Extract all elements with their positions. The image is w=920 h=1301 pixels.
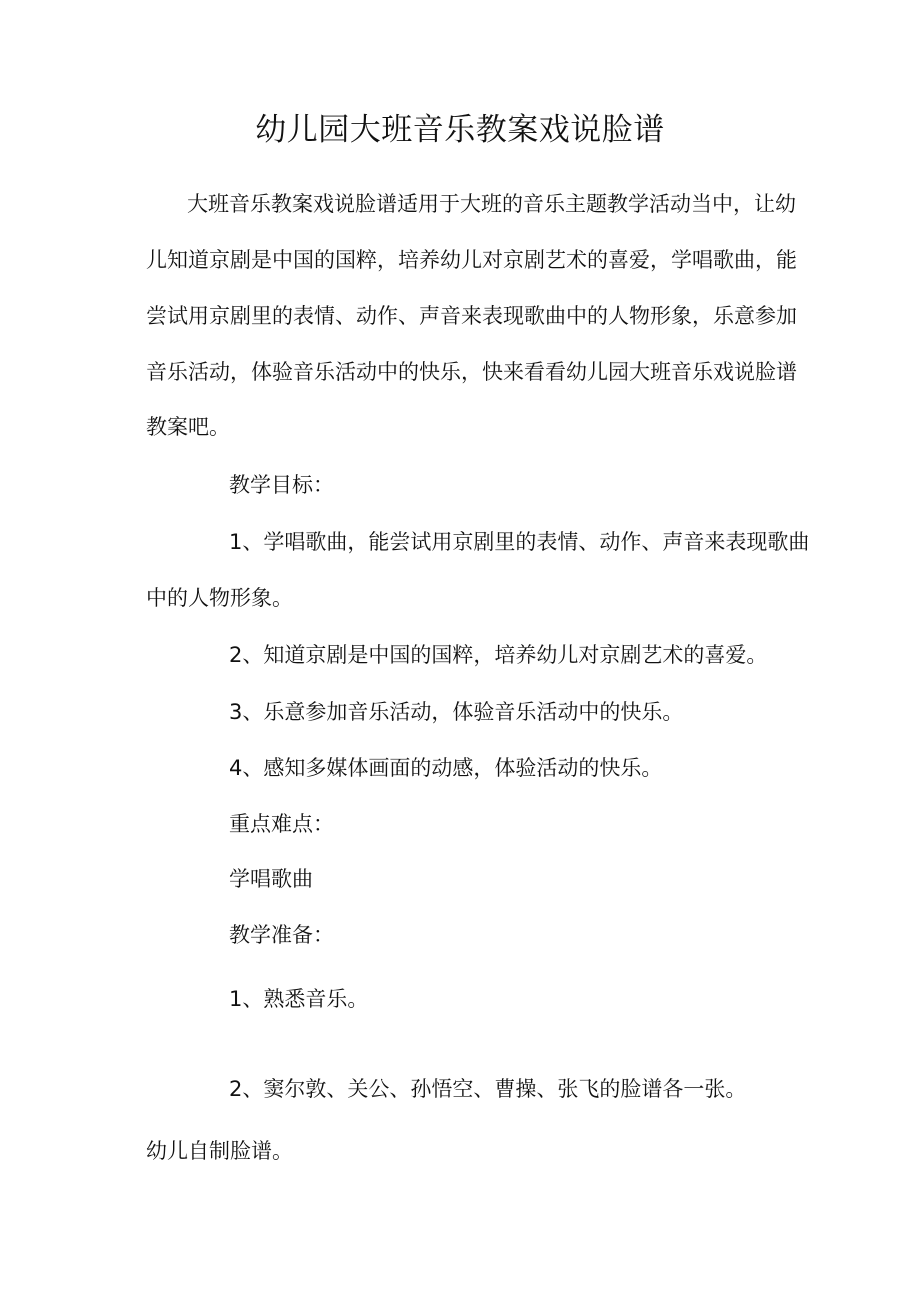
goals-heading: 教学目标： — [229, 473, 334, 497]
goal-item-1: 1、学唱歌曲，能尝试用京剧里的表情、动作、声音来表现歌曲 — [229, 530, 810, 554]
intro-paragraph-line: 教案吧。 — [146, 415, 230, 439]
intro-paragraph-line: 大班音乐教案戏说脸谱适用于大班的音乐主题教学活动当中，让幼 — [187, 192, 796, 216]
goal-item-2: 2、知道京剧是中国的国粹，培养幼儿对京剧艺术的喜爱。 — [229, 643, 768, 667]
preparation-item-3: 幼儿自制脸谱。 — [146, 1139, 293, 1163]
key-points-content: 学唱歌曲 — [229, 867, 313, 891]
goal-item-3: 3、乐意参加音乐活动，体验音乐活动中的快乐。 — [229, 700, 684, 724]
preparation-heading: 教学准备： — [229, 923, 334, 947]
goal-item-4: 4、感知多媒体画面的动感，体验活动的快乐。 — [229, 756, 663, 780]
intro-paragraph-line: 尝试用京剧里的表情、动作、声音来表现歌曲中的人物形象，乐意参加 — [146, 304, 797, 328]
preparation-item-1: 1、熟悉音乐。 — [229, 987, 369, 1011]
intro-paragraph-line: 儿知道京剧是中国的国粹，培养幼儿对京剧艺术的喜爱，学唱歌曲，能 — [146, 248, 797, 272]
preparation-item-2: 2、窦尔敦、关公、孙悟空、曹操、张飞的脸谱各一张。 — [229, 1077, 747, 1101]
intro-paragraph-line: 音乐活动，体验音乐活动中的快乐，快来看看幼儿园大班音乐戏说脸谱 — [146, 360, 797, 384]
key-points-heading: 重点难点： — [229, 812, 334, 836]
goal-item-1-continued: 中的人物形象。 — [146, 586, 293, 610]
document-title: 幼儿园大班音乐教案戏说脸谱 — [255, 112, 665, 148]
